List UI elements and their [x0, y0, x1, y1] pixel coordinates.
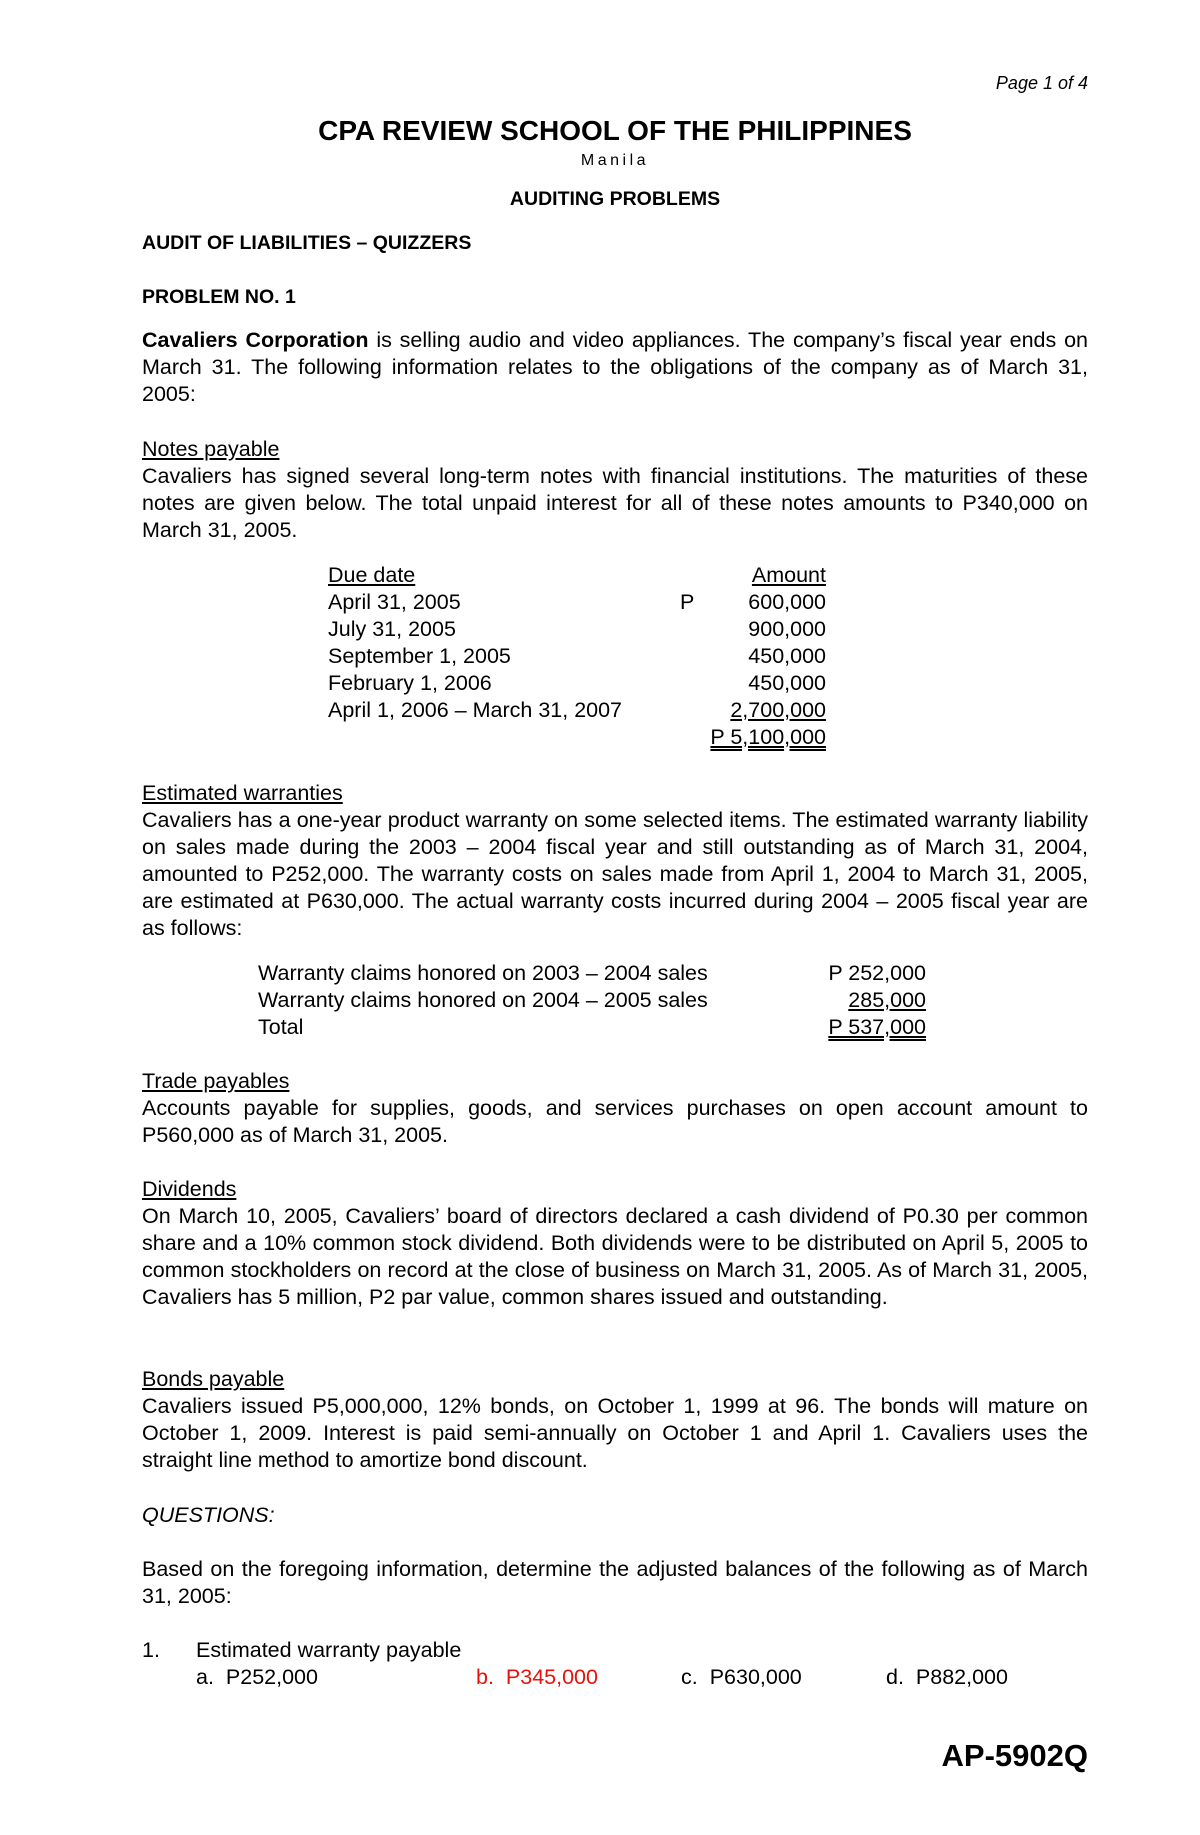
table-total-row: [258, 1014, 926, 1041]
document-page: [142, 0, 1088, 1835]
dividends-heading: Dividends: [142, 1177, 237, 1201]
bonds-text: Cavaliers issued P5,000,000, 12% bonds, on October 1, 1999 at 96. The bonds will mature on October 1, 2009. Interest is paid semi-annually on October 1 and April 1. Cavaliers uses the straight line method to amortize bond discount.: [142, 1394, 1088, 1472]
dividends-text: On March 10, 2005, Cavaliers’ board of directors declared a cash dividend of P0.30 per common share and a 10% common stock dividend. Both dividends were to be distributed on April 5, 2005 to common stockholders on record at the close of business on March 31, 2005. As of March 31, 2005, Cavaliers has 5 million, P2 par value, common shares issued and outstanding.: [142, 1204, 1088, 1309]
warranties-section: [142, 780, 1088, 942]
intro-paragraph: [142, 327, 1088, 408]
subject-title: AUDITING PROBLEMS: [509, 188, 721, 210]
choice-a[interactable]: a. P252,000: [196, 1665, 318, 1689]
trade-payables-text: Accounts payable for supplies, goods, and services purchases on open account amount to P560,000 as of March 31, 2005.: [142, 1096, 1088, 1147]
notes-payable-heading: Notes payable: [142, 437, 280, 461]
table-row: [328, 589, 826, 616]
topic-title: AUDIT OF LIABILITIES – QUIZZERS: [142, 232, 472, 254]
claim-label: Warranty claims honored on 2003 – 2004 sales: [258, 961, 708, 985]
col-header-amount: Amount: [751, 563, 826, 587]
due-date-cell: July 31, 2005: [328, 617, 456, 641]
table-row: [258, 987, 926, 1014]
amount-cell: 450,000: [748, 644, 826, 668]
due-date-cell: April 31, 2005: [328, 590, 461, 614]
warranties-text: Cavaliers has a one-year product warranty on some selected items. The estimated warranty liability on sales made during the 2003 – 2004 fiscal year and still outstanding as of March 31, 2004, amounted to P252,000. The warranty costs on sales made from April 1, 2004 to March 31, 2005, are estimated at P630,000. The actual warranty costs incurred during 2004 – 2005 fiscal year are as follows:: [142, 808, 1088, 940]
trade-payables-section: [142, 1068, 1088, 1149]
notes-maturity-table: [328, 562, 826, 751]
claim-total-amount: P 537,000: [828, 1015, 926, 1039]
currency-cell: [680, 643, 710, 670]
dividends-section: [142, 1176, 1088, 1311]
question-1: [142, 1637, 1088, 1691]
problem-number: PROBLEM NO. 1: [142, 286, 296, 308]
bonds-heading: Bonds payable: [142, 1367, 285, 1391]
trade-payables-heading: Trade payables: [142, 1069, 290, 1093]
choice-c[interactable]: c. P630,000: [681, 1665, 802, 1689]
currency-cell: [680, 670, 710, 697]
intro-text: is selling audio and video appliances. The company’s fiscal year ends on March 31. The following information relates to the obligations of the company as of March 31, 2005:: [142, 328, 1088, 406]
questions-heading: QUESTIONS:: [142, 1503, 275, 1527]
answer-choices: [196, 1664, 1088, 1691]
table-total-row: [328, 724, 826, 751]
notes-payable-section: [142, 436, 1088, 544]
col-header-due-date: Due date: [328, 563, 416, 587]
document-code: AP-5902Q: [941, 1738, 1088, 1773]
due-date-cell: February 1, 2006: [328, 671, 492, 695]
notes-total: P 5,100,000: [710, 725, 826, 749]
currency-cell: P: [680, 590, 695, 614]
amount-cell: 900,000: [748, 617, 826, 641]
due-date-cell: April 1, 2006 – March 31, 2007: [328, 698, 623, 722]
choice-b-answer[interactable]: b. P345,000: [476, 1665, 598, 1689]
notes-payable-text: Cavaliers has signed several long-term notes with financial institutions. The maturities of these notes are given below. The total unpaid interest for all of these notes amounts to P340,000 on March 31, 2005.: [142, 464, 1088, 542]
claim-amount: P 252,000: [828, 961, 926, 985]
bonds-section: [142, 1366, 1088, 1474]
questions-instruction: Based on the foregoing information, determine the adjusted balances of the following as of March 31, 2005:: [142, 1557, 1088, 1608]
school-title: CPA REVIEW SCHOOL OF THE PHILIPPINES: [318, 115, 912, 146]
amount-cell: 2,700,000: [730, 698, 826, 722]
amount-cell: 450,000: [748, 671, 826, 695]
choice-d[interactable]: d. P882,000: [886, 1665, 1008, 1689]
warranty-claims-table: [258, 960, 926, 1041]
due-date-cell: September 1, 2005: [328, 644, 511, 668]
warranties-heading: Estimated warranties: [142, 781, 343, 805]
claim-amount: 285,000: [848, 988, 926, 1012]
table-header-row: [328, 562, 826, 589]
currency-cell: [680, 697, 710, 724]
claim-label: Warranty claims honored on 2004 – 2005 sales: [258, 988, 708, 1012]
school-city: Manila: [580, 152, 650, 169]
table-row: [328, 643, 826, 670]
currency-cell: [680, 616, 710, 643]
company-name: Cavaliers Corporation: [142, 328, 369, 352]
question-number: 1.: [142, 1638, 160, 1662]
table-row: [328, 616, 826, 643]
table-row: [258, 960, 926, 987]
amount-cell: 600,000: [748, 590, 826, 614]
page-number: Page 1 of 4: [995, 73, 1088, 93]
question-text: Estimated warranty payable: [196, 1638, 462, 1662]
claim-total-label: Total: [258, 1015, 304, 1039]
table-row: [328, 697, 826, 724]
table-row: [328, 670, 826, 697]
